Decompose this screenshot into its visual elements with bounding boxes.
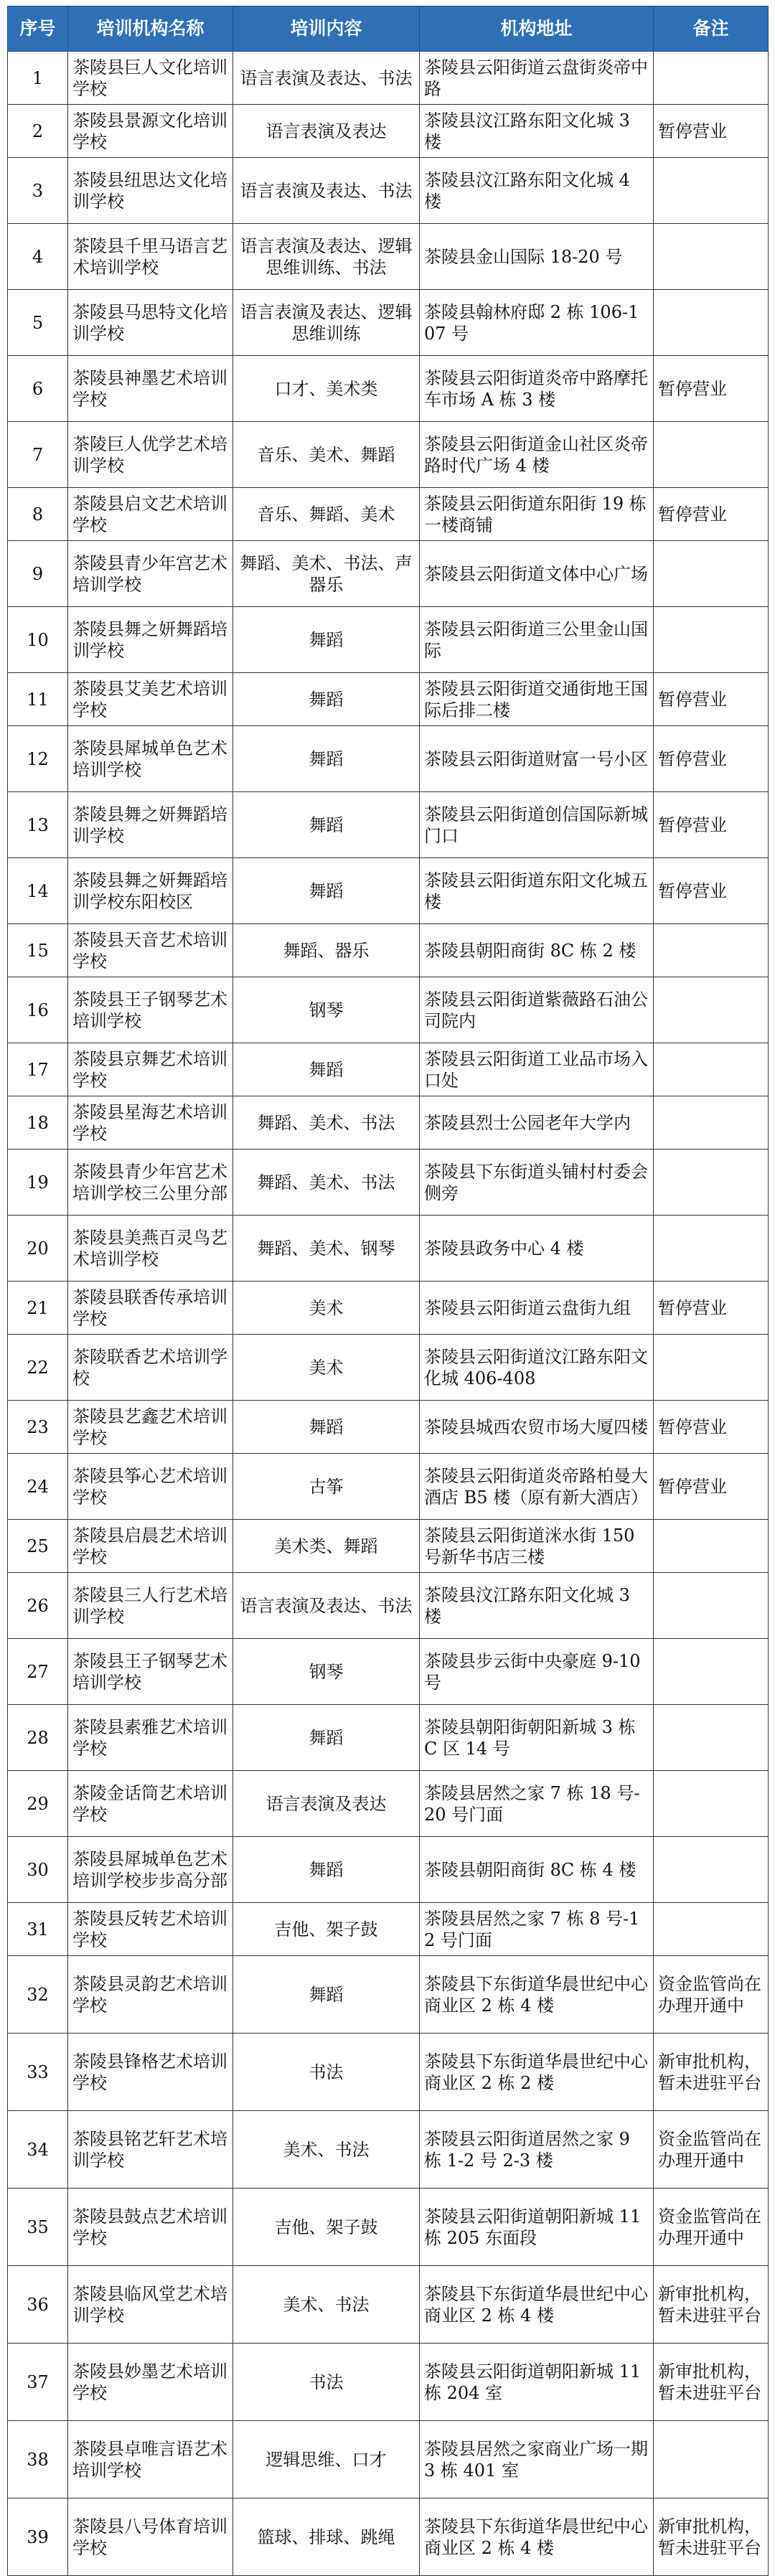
table-row (8, 2034, 769, 2111)
training-content: 舞蹈 (233, 1837, 420, 1903)
institution-name: 茶陵县艺鑫艺术培训学校 (68, 1401, 233, 1454)
institution-address: 茶陵县云阳街道工业品市场入口处 (420, 1043, 654, 1096)
institution-address: 茶陵县下东街道华晨世纪中心商业区 2 栋 2 楼 (420, 2034, 654, 2111)
institution-name: 茶陵县天音艺术培训学校 (68, 924, 233, 977)
institution-address: 茶陵县汶江路东阳文化城 3 楼 (420, 105, 654, 158)
remark (654, 158, 769, 224)
table-row (8, 1705, 769, 1771)
remark (654, 1771, 769, 1837)
training-content: 舞蹈、器乐 (233, 924, 420, 977)
training-content: 语言表演及表达、逻辑思维训练 (233, 290, 420, 356)
remark (654, 52, 769, 105)
institution-address: 茶陵县朝阳街朝阳新城 3 栋 C 区 14 号 (420, 1705, 654, 1771)
institution-address: 茶陵县下东街道华晨世纪中心商业区 2 栋 4 楼 (420, 2266, 654, 2344)
institution-name: 茶陵县妙墨艺术培训学校 (68, 2344, 233, 2421)
institution-name: 茶陵县星海艺术培训学校 (68, 1096, 233, 1150)
header-name: 培训机构名称 (68, 6, 233, 52)
training-content: 钢琴 (233, 977, 420, 1043)
institution-name: 茶陵县艾美艺术培训学校 (68, 673, 233, 726)
institution-name: 茶陵县启晨艺术培训学校 (68, 1520, 233, 1573)
training-content: 舞蹈 (233, 792, 420, 858)
institution-address: 茶陵县下东街道华晨世纪中心商业区 2 栋 4 楼 (420, 1956, 654, 2034)
institution-address: 茶陵县云阳街道炎帝中路摩托车市场 A 栋 3 楼 (420, 356, 654, 422)
row-number: 4 (8, 224, 68, 290)
row-number: 13 (8, 792, 68, 858)
remark (654, 1903, 769, 1956)
institution-address: 茶陵县云阳街道洣水街 150 号新华书店三楼 (420, 1520, 654, 1573)
institution-name: 茶陵县联香传承培训学校 (68, 1282, 233, 1335)
table-row (8, 792, 769, 858)
institution-name: 茶陵县反转艺术培训学校 (68, 1903, 233, 1956)
row-number: 11 (8, 673, 68, 726)
institution-address: 茶陵县云阳街道朝阳新城 11 栋 204 室 (420, 2344, 654, 2421)
institution-name: 茶陵县青少年宫艺术培训学校三公里分部 (68, 1150, 233, 1216)
row-number: 9 (8, 541, 68, 607)
institution-address: 茶陵县云阳街道紫薇路石油公司院内 (420, 977, 654, 1043)
institution-name: 茶陵县卓唯言语艺术培训学校 (68, 2421, 233, 2499)
remark (654, 1705, 769, 1771)
remark (654, 977, 769, 1043)
institution-name: 茶陵县临风堂艺术培训学校 (68, 2266, 233, 2344)
institution-address: 茶陵县朝阳商街 8C 栋 2 楼 (420, 924, 654, 977)
table-row (8, 673, 769, 726)
remark (654, 1573, 769, 1639)
remark (654, 1837, 769, 1903)
table-row (8, 2499, 769, 2576)
institution-name: 茶陵县神墨艺术培训学校 (68, 356, 233, 422)
remark: 暂停营业 (654, 792, 769, 858)
table-row (8, 422, 769, 488)
row-number: 39 (8, 2499, 68, 2576)
row-number: 28 (8, 1705, 68, 1771)
institution-address: 茶陵县云阳街道交通街地王国际后排二楼 (420, 673, 654, 726)
table-row (8, 1150, 769, 1216)
row-number: 12 (8, 726, 68, 792)
row-number: 26 (8, 1573, 68, 1639)
training-content: 舞蹈 (233, 726, 420, 792)
table-header-row (8, 6, 769, 52)
institution-name: 茶陵巨人优学艺术培训学校 (68, 422, 233, 488)
row-number: 3 (8, 158, 68, 224)
remark (654, 1096, 769, 1150)
row-number: 38 (8, 2421, 68, 2499)
remark (654, 2421, 769, 2499)
institution-name: 茶陵县千里马语言艺术培训学校 (68, 224, 233, 290)
remark: 暂停营业 (654, 1454, 769, 1520)
training-content: 舞蹈 (233, 607, 420, 673)
training-content: 书法 (233, 2034, 420, 2111)
table-row (8, 2189, 769, 2266)
training-content: 舞蹈、美术、书法 (233, 1096, 420, 1150)
institution-name: 茶陵县鼓点艺术培训学校 (68, 2189, 233, 2266)
institution-address: 茶陵县云阳街道金山社区炎帝路时代广场 4 楼 (420, 422, 654, 488)
remark (654, 1043, 769, 1096)
remark: 暂停营业 (654, 858, 769, 924)
row-number: 18 (8, 1096, 68, 1150)
institution-name: 茶陵县舞之妍舞蹈培训学校 (68, 607, 233, 673)
training-content: 美术 (233, 1335, 420, 1401)
institution-address: 茶陵县汶江路东阳文化城 3 楼 (420, 1573, 654, 1639)
training-content: 古筝 (233, 1454, 420, 1520)
institution-name: 茶陵县马思特文化培训学校 (68, 290, 233, 356)
row-number: 29 (8, 1771, 68, 1837)
training-content: 舞蹈 (233, 1043, 420, 1096)
training-content: 语言表演及表达、书法 (233, 1573, 420, 1639)
row-number: 31 (8, 1903, 68, 1956)
table-row (8, 1639, 769, 1705)
table-row (8, 1837, 769, 1903)
training-content: 舞蹈 (233, 1401, 420, 1454)
institution-name: 茶陵县纽思达文化培训学校 (68, 158, 233, 224)
remark: 暂停营业 (654, 726, 769, 792)
table-row (8, 607, 769, 673)
remark (654, 224, 769, 290)
remark: 暂停营业 (654, 1282, 769, 1335)
table-row (8, 158, 769, 224)
remark: 资金监管尚在办理开通中 (654, 2189, 769, 2266)
institution-name: 茶陵县巨人文化培训学校 (68, 52, 233, 105)
institution-address: 茶陵县城西农贸市场大厦四楼 (420, 1401, 654, 1454)
table-row (8, 2344, 769, 2421)
remark: 资金监管尚在办理开通中 (654, 1956, 769, 2034)
table-row (8, 1771, 769, 1837)
training-content: 美术类、舞蹈 (233, 1520, 420, 1573)
institution-name: 茶陵联香艺术培训学校 (68, 1335, 233, 1401)
training-content: 舞蹈 (233, 673, 420, 726)
institution-name: 茶陵县三人行艺术培训学校 (68, 1573, 233, 1639)
remark: 资金监管尚在办理开通中 (654, 2111, 769, 2189)
training-content: 口才、美术类 (233, 356, 420, 422)
institution-name: 茶陵县王子钢琴艺术培训学校 (68, 977, 233, 1043)
row-number: 15 (8, 924, 68, 977)
table-row (8, 1216, 769, 1282)
institution-name: 茶陵县犀城单色艺术培训学校步步高分部 (68, 1837, 233, 1903)
row-number: 10 (8, 607, 68, 673)
table-row (8, 1282, 769, 1335)
remark (654, 1335, 769, 1401)
row-number: 7 (8, 422, 68, 488)
table-row (8, 1335, 769, 1401)
row-number: 22 (8, 1335, 68, 1401)
institution-name: 茶陵县舞之妍舞蹈培训学校东阳校区 (68, 858, 233, 924)
institution-address: 茶陵县政务中心 4 楼 (420, 1216, 654, 1282)
institution-address: 茶陵县下东街道华晨世纪中心商业区 2 栋 4 楼 (420, 2499, 654, 2576)
institution-name: 茶陵县景源文化培训学校 (68, 105, 233, 158)
training-content: 篮球、排球、跳绳 (233, 2499, 420, 2576)
institution-address: 茶陵县云阳街道东阳文化城五楼 (420, 858, 654, 924)
institution-name: 茶陵县锋格艺术培训学校 (68, 2034, 233, 2111)
institution-address: 茶陵县朝阳商街 8C 栋 4 楼 (420, 1837, 654, 1903)
row-number: 19 (8, 1150, 68, 1216)
training-content: 钢琴 (233, 1639, 420, 1705)
institution-address: 茶陵县步云街中央豪庭 9-10 号 (420, 1639, 654, 1705)
row-number: 8 (8, 488, 68, 541)
table-row (8, 1573, 769, 1639)
row-number: 16 (8, 977, 68, 1043)
row-number: 14 (8, 858, 68, 924)
row-number: 25 (8, 1520, 68, 1573)
institution-name: 茶陵县王子钢琴艺术培训学校 (68, 1639, 233, 1705)
remark: 暂停营业 (654, 356, 769, 422)
institution-table (7, 6, 769, 2576)
training-content: 语言表演及表达、逻辑思维训练、书法 (233, 224, 420, 290)
training-content: 舞蹈、美术、书法 (233, 1150, 420, 1216)
remark (654, 1520, 769, 1573)
table-row (8, 858, 769, 924)
training-content: 舞蹈 (233, 1705, 420, 1771)
header-content: 培训内容 (233, 6, 420, 52)
table-row (8, 1096, 769, 1150)
row-number: 2 (8, 105, 68, 158)
institution-address: 茶陵县云阳街道三公里金山国际 (420, 607, 654, 673)
remark: 新审批机构，暂未进驻平台 (654, 2344, 769, 2421)
remark: 新审批机构，暂未进驻平台 (654, 2266, 769, 2344)
header-address: 机构地址 (420, 6, 654, 52)
institution-address: 茶陵县云阳街道朝阳新城 11 栋 205 东面段 (420, 2189, 654, 2266)
institution-address: 茶陵县金山国际 18-20 号 (420, 224, 654, 290)
row-number: 1 (8, 52, 68, 105)
remark (654, 541, 769, 607)
row-number: 37 (8, 2344, 68, 2421)
header-note: 备注 (654, 6, 769, 52)
training-content: 舞蹈 (233, 1956, 420, 2034)
institution-name: 茶陵县八号体育培训学校 (68, 2499, 233, 2576)
row-number: 5 (8, 290, 68, 356)
table-row (8, 2111, 769, 2189)
row-number: 32 (8, 1956, 68, 2034)
row-number: 27 (8, 1639, 68, 1705)
table-row (8, 1956, 769, 2034)
table-row (8, 356, 769, 422)
institution-address: 茶陵县云阳街道云盘街九组 (420, 1282, 654, 1335)
institution-address: 茶陵县云阳街道东阳街 19 栋一楼商铺 (420, 488, 654, 541)
table-row (8, 924, 769, 977)
table-row (8, 2421, 769, 2499)
table-row (8, 1401, 769, 1454)
institution-name: 茶陵县青少年宫艺术培训学校 (68, 541, 233, 607)
table-row (8, 1454, 769, 1520)
institution-name: 茶陵县铭艺轩艺术培训学校 (68, 2111, 233, 2189)
table-row (8, 1043, 769, 1096)
institution-address: 茶陵县居然之家 7 栋 18 号-20 号门面 (420, 1771, 654, 1837)
institution-name: 茶陵县启文艺术培训学校 (68, 488, 233, 541)
institution-address: 茶陵县云阳街道云盘街炎帝中路 (420, 52, 654, 105)
training-content: 逻辑思维、口才 (233, 2421, 420, 2499)
remark (654, 290, 769, 356)
training-content: 舞蹈、美术、钢琴 (233, 1216, 420, 1282)
row-number: 34 (8, 2111, 68, 2189)
institution-address: 茶陵县云阳街道炎帝路柏曼大酒店 B5 楼（原有新大酒店） (420, 1454, 654, 1520)
training-content: 书法 (233, 2344, 420, 2421)
institution-name: 茶陵县舞之妍舞蹈培训学校 (68, 792, 233, 858)
remark (654, 1216, 769, 1282)
institution-address: 茶陵县烈士公园老年大学内 (420, 1096, 654, 1150)
institution-address: 茶陵县居然之家 7 栋 8 号-12 号门面 (420, 1903, 654, 1956)
training-content: 音乐、美术、舞蹈 (233, 422, 420, 488)
table-row (8, 488, 769, 541)
remark (654, 924, 769, 977)
remark: 暂停营业 (654, 673, 769, 726)
table-row (8, 52, 769, 105)
institution-name: 茶陵县素雅艺术培训学校 (68, 1705, 233, 1771)
table-body (8, 52, 769, 2576)
table-row (8, 2266, 769, 2344)
remark (654, 1150, 769, 1216)
table-row (8, 977, 769, 1043)
remark (654, 422, 769, 488)
training-content: 吉他、架子鼓 (233, 2189, 420, 2266)
remark (654, 607, 769, 673)
training-content: 舞蹈 (233, 858, 420, 924)
institution-address: 茶陵县汶江路东阳文化城 4 楼 (420, 158, 654, 224)
table-row (8, 1903, 769, 1956)
table-row (8, 290, 769, 356)
remark: 新审批机构，暂未进驻平台 (654, 2499, 769, 2576)
row-number: 23 (8, 1401, 68, 1454)
institution-address: 茶陵县下东街道头铺村村委会侧旁 (420, 1150, 654, 1216)
institution-address: 茶陵县居然之家商业广场一期 3 栋 401 室 (420, 2421, 654, 2499)
training-content: 语言表演及表达、书法 (233, 158, 420, 224)
institution-name: 茶陵金话筒艺术培训学校 (68, 1771, 233, 1837)
table-row (8, 541, 769, 607)
institution-name: 茶陵县京舞艺术培训学校 (68, 1043, 233, 1096)
row-number: 33 (8, 2034, 68, 2111)
row-number: 24 (8, 1454, 68, 1520)
training-content: 语言表演及表达、书法 (233, 52, 420, 105)
training-content: 美术 (233, 1282, 420, 1335)
row-number: 35 (8, 2189, 68, 2266)
table-row (8, 224, 769, 290)
table-row (8, 105, 769, 158)
row-number: 36 (8, 2266, 68, 2344)
training-content: 美术、书法 (233, 2111, 420, 2189)
remark: 暂停营业 (654, 105, 769, 158)
remark: 新审批机构，暂未进驻平台 (654, 2034, 769, 2111)
table-row (8, 1520, 769, 1573)
row-number: 17 (8, 1043, 68, 1096)
institution-address: 茶陵县云阳街道居然之家 9 栋 1-2 号 2-3 楼 (420, 2111, 654, 2189)
row-number: 30 (8, 1837, 68, 1903)
training-content: 语言表演及表达 (233, 105, 420, 158)
training-content: 吉他、架子鼓 (233, 1903, 420, 1956)
institution-name: 茶陵县美燕百灵鸟艺术培训学校 (68, 1216, 233, 1282)
remark (654, 1639, 769, 1705)
institution-name: 茶陵县灵韵艺术培训学校 (68, 1956, 233, 2034)
row-number: 20 (8, 1216, 68, 1282)
institution-address: 茶陵县云阳街道文体中心广场 (420, 541, 654, 607)
institution-address: 茶陵县翰林府邸 2 栋 106-107 号 (420, 290, 654, 356)
table-row (8, 726, 769, 792)
training-content: 美术、书法 (233, 2266, 420, 2344)
remark: 暂停营业 (654, 1401, 769, 1454)
header-no: 序号 (8, 6, 68, 52)
institution-address: 茶陵县云阳街道财富一号小区 (420, 726, 654, 792)
institution-address: 茶陵县云阳街道汶江路东阳文化城 406-408 (420, 1335, 654, 1401)
training-content: 音乐、舞蹈、美术 (233, 488, 420, 541)
training-content: 语言表演及表达 (233, 1771, 420, 1837)
institution-name: 茶陵县犀城单色艺术培训学校 (68, 726, 233, 792)
row-number: 6 (8, 356, 68, 422)
institution-name: 茶陵县筝心艺术培训学校 (68, 1454, 233, 1520)
row-number: 21 (8, 1282, 68, 1335)
institution-address: 茶陵县云阳街道创信国际新城门口 (420, 792, 654, 858)
training-content: 舞蹈、美术、书法、声器乐 (233, 541, 420, 607)
remark: 暂停营业 (654, 488, 769, 541)
